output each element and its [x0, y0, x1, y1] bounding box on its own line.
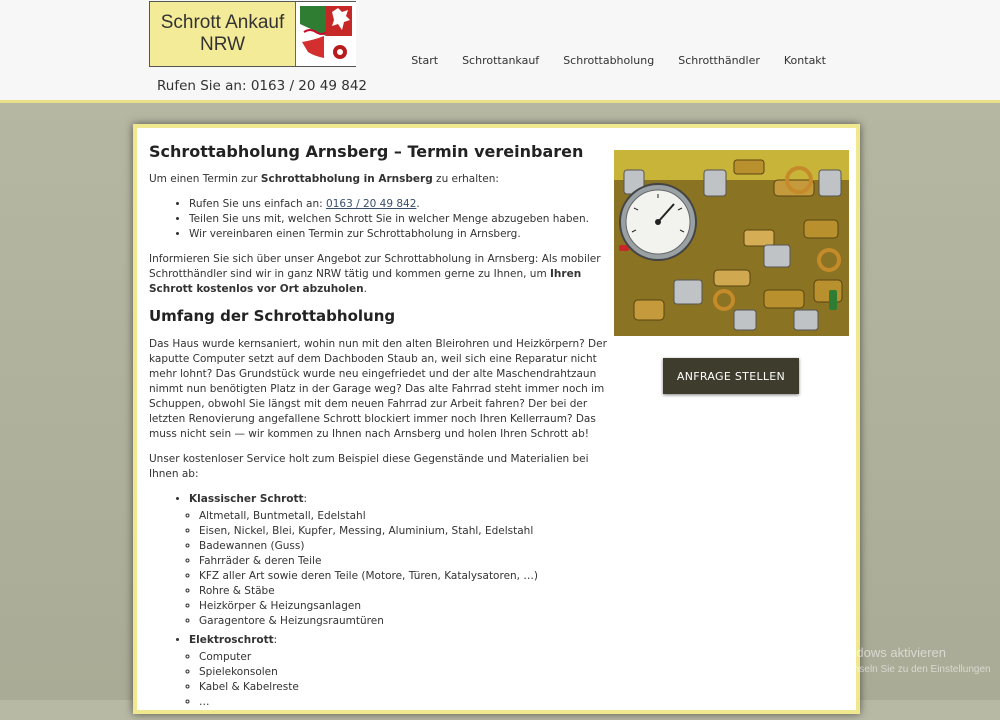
list-item: ◦ Rohre & Stäbe [199, 584, 619, 599]
list-item: ◦ KFZ aller Art sowie deren Teile (Motore, Türen, Katalysatoren, …) [199, 569, 619, 584]
site-header [0, 0, 1000, 103]
request-button[interactable]: ANFRAGE STELLEN [663, 358, 799, 394]
site-logo[interactable] [149, 1, 356, 67]
scope-paragraph: Das Haus wurde kernsaniert, wohin nun mit den alten Bleirohren und Heizkörpern? Der kaputte Computer setzt auf dem Dachboden Staub an, weil sich eine Reparatur nicht mehr lohnt? Das Grundstück wurde neu eingefriedet und der alte Maschendrahtzaun nimmt nun benötigten Platz in der Garage weg? Das alte Fahrrad steht immer noch im Schuppen, obwohl Sie längst mit dem neuen Fahrrad zur Arbeit fahren? Der bei der letzten Renovierung angefallene Schrott blockiert immer noch Ihren Kellerraum? Das muss nicht sein — wir kommen zu Ihnen nach Arnsberg und holen Ihren Schrott ab! [149, 338, 607, 440]
offer-text-end: . [363, 283, 367, 295]
nrw-crest-icon [295, 2, 355, 66]
nav-schrotthaendler[interactable]: Schrotthändler [678, 54, 760, 67]
intro-bold: Schrottabholung in Arnsberg [260, 173, 433, 185]
step-call-end: . [416, 198, 420, 210]
list-item: ◦ Heizkörper & Heizungsanlagen [199, 599, 619, 614]
intro-paragraph [149, 172, 619, 187]
list-item: ◦ Fahrräder & deren Teile [199, 554, 619, 569]
sub-list [189, 509, 619, 629]
list-item: ◦ … [199, 695, 619, 710]
scrap-metal-photo [614, 150, 849, 336]
nav-start[interactable]: Start [411, 54, 439, 67]
logo-text [150, 2, 295, 66]
intro-text-end: zu erhalten: [432, 173, 499, 185]
logo-line-1: Schrott Ankauf [160, 12, 285, 33]
list-item: ◦ Eisen, Nickel, Blei, Kupfer, Messing, Aluminium, Stahl, Edelstahl [199, 524, 619, 539]
category-colon: : [303, 493, 308, 505]
sub-list [189, 650, 619, 710]
category-klassischer-schrott [189, 492, 619, 629]
list-item: • Teilen Sie uns mit, welchen Schrott Sie in welcher Menge abzugeben haben. [189, 212, 619, 227]
content-box [133, 124, 860, 714]
header-phone: Rufen Sie an: 0163 / 20 49 842 [157, 78, 368, 94]
steps-list [149, 197, 619, 242]
watermark-line-1: Windows aktivieren [834, 645, 946, 660]
sidebar [614, 150, 851, 383]
service-paragraph: Unser kostenloser Service holt zum Beispiel diese Gegenstände und Materialien bei Ihnen ab: [149, 453, 589, 480]
list-item [189, 197, 619, 212]
nav-kontakt[interactable]: Kontakt [783, 54, 826, 67]
main-content [149, 142, 619, 720]
watermark-line-2: Wechseln Sie zu den Einstellungen [834, 664, 991, 675]
list-item: ◦ Spielekonsolen [199, 665, 619, 680]
category-elektroschrott [189, 633, 619, 710]
list-item: • Wir vereinbaren einen Termin zur Schrottabholung in Arnsberg. [189, 227, 619, 242]
main-nav [399, 54, 838, 67]
category-list [149, 492, 619, 710]
offer-paragraph [149, 252, 619, 297]
offer-bold: Ihren Schrott kostenlos vor Ort abzuholen [149, 268, 582, 295]
nav-schrottankauf[interactable]: Schrottankauf [462, 54, 540, 67]
section-heading: Umfang der Schrottabholung [149, 307, 396, 325]
list-item: ◦ Altmetall, Buntmetall, Edelstahl [199, 509, 619, 524]
logo-line-2: NRW [199, 34, 246, 55]
page-title: Schrottabholung Arnsberg – Termin vereinbaren [149, 142, 584, 161]
phone-link[interactable]: 0163 / 20 49 842 [326, 198, 417, 210]
list-item: ◦ Computer [199, 650, 619, 665]
windows-activation-watermark [834, 644, 991, 678]
category-colon: : [273, 634, 278, 646]
intro-text: Um einen Termin zur [149, 173, 261, 185]
category-name: Elektroschrott [189, 634, 274, 646]
step-call-text: Rufen Sie uns einfach an: [189, 198, 327, 210]
category-name: Klassischer Schrott [189, 493, 304, 505]
list-item: ◦ Kabel & Kabelreste [199, 680, 619, 695]
list-item: ◦ Badewannen (Guss) [199, 539, 619, 554]
offer-text: Informieren Sie sich über unser Angebot zur Schrottabholung in Arnsberg: Als mobiler Schrotthändler sind wir in ganz NRW tätig und kommen gerne zu Ihnen, um [149, 253, 601, 280]
list-item: ◦ Garagentore & Heizungsraumtüren [199, 614, 619, 629]
nav-schrottabholung[interactable]: Schrottabholung [563, 54, 655, 67]
